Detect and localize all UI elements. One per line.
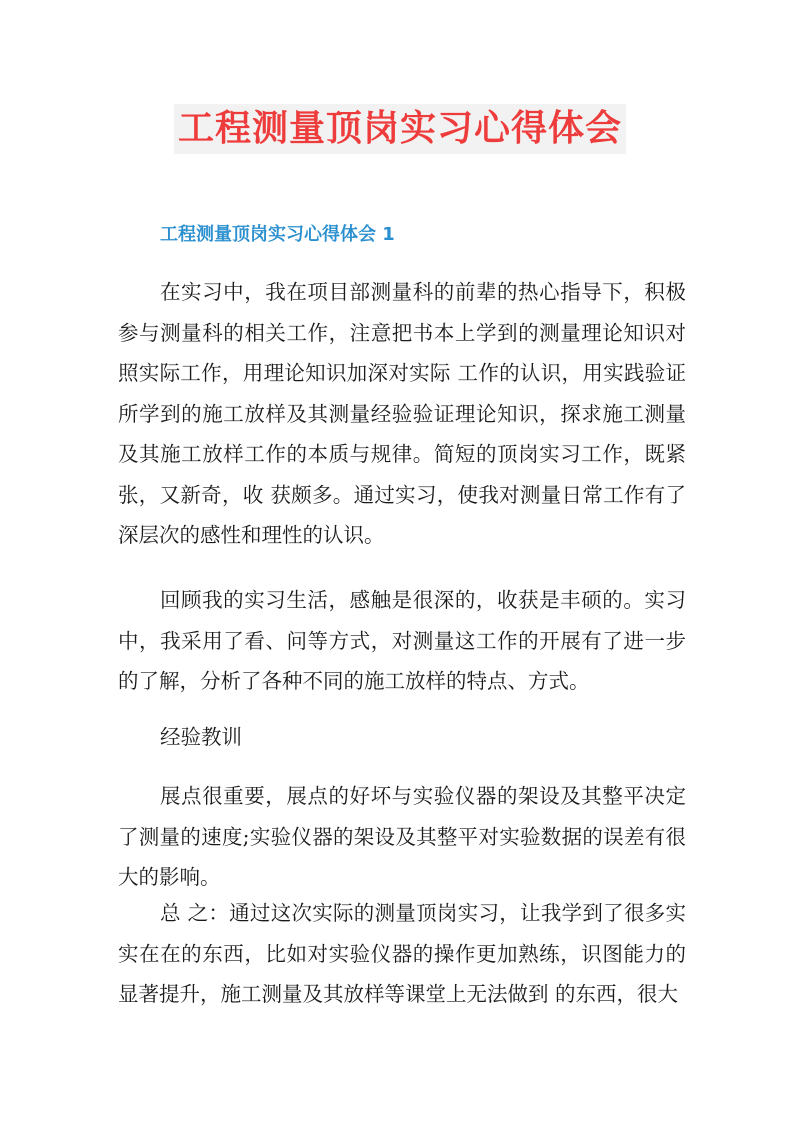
title-container (0, 104, 800, 154)
paragraph-lessons: 展点很重要，展点的好坏与实验仪器的架设及其整平决定了测量的速度;实验仪器的架设及其整平对实验数据的误差有很大的影响。 (118, 784, 686, 889)
paragraph-lessons-heading: 经验教训 (160, 725, 242, 749)
paragraph-summary: 总 之：通过这次实际的测量顶岗实习，让我学到了很多实实在在的东西，比如对实验仪器的操作更加熟练，识图能力的显著提升，施工测量及其放样等课堂上无法做到 的东西，很大 (118, 901, 686, 1006)
paragraph-reflection: 回顾我的实习生活，感触是很深的，收获是丰硕的。实习中，我采用了看、问等方式，对测量这工作的开展有了进一步的了解，分析了各种不同的施工放样的特点、方式。 (118, 588, 686, 693)
document-title: 工程测量顶岗实习心得体会 (174, 104, 626, 154)
paragraph-internship-intro: 在实习中，我在项目部测量科的前辈的热心指导下，积极参与测量科的相关工作，注意把书本上学到的测量理论知识对照实际工作，用理论知识加深对实际 工作的认识，用实践验证所学到的施工放样及其测量经验验证理论知识，探求施工测量及其施工放样工作的本质与规律。简短的顶岗实习工作，既紧张，又新奇，收 获颇多。通过实习，使我对测量日常工作有了深层次的感性和理性的认识。 (118, 280, 686, 547)
section-heading: 工程测量顶岗实习心得体会 1 (160, 224, 395, 245)
